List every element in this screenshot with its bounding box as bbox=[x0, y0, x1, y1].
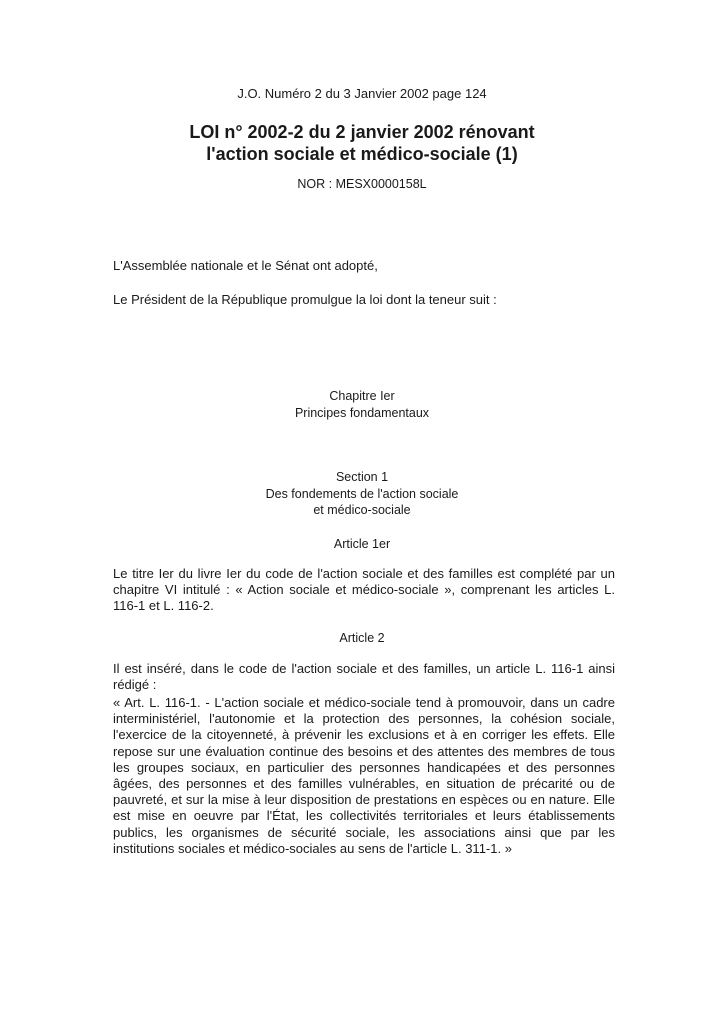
journal-officiel-reference: J.O. Numéro 2 du 3 Janvier 2002 page 124 bbox=[237, 86, 487, 101]
law-title bbox=[0, 121, 724, 165]
article-1-heading: Article 1er bbox=[333, 537, 391, 551]
law-title-line-1: LOI n° 2002-2 du 2 janvier 2002 rénovant bbox=[189, 122, 535, 142]
section-label: Section 1 bbox=[335, 470, 389, 484]
article-1-text: Le titre Ier du livre Ier du code de l'action sociale et des familles est complété par un chapitre VI intitulé : « Action sociale et médico-sociale », comprenant les articles L. 116-1 et L. 116-2. bbox=[113, 566, 615, 614]
chapter-label: Chapitre Ier bbox=[329, 389, 395, 403]
chapter-name: Principes fondamentaux bbox=[294, 405, 430, 420]
article-2-heading: Article 2 bbox=[339, 631, 385, 645]
article-2-intro: Il est inséré, dans le code de l'action sociale et des familles, un article L. 116-1 ainsi rédigé : bbox=[113, 661, 615, 693]
adoption-statement: L'Assemblée nationale et le Sénat ont adopté, bbox=[113, 258, 378, 273]
section-heading bbox=[0, 469, 724, 519]
nor-reference: NOR : MESX0000158L bbox=[297, 177, 427, 191]
chapter-heading bbox=[0, 388, 724, 421]
article-2-text: « Art. L. 116-1. - L'action sociale et médico-sociale tend à promouvoir, dans un cadre interministériel, l'autonomie et la protection des personnes, la cohésion sociale, l'exercice de la citoyenneté, à prévenir les exclusions et à en corriger les effets. Elle repose sur une évaluation continue des besoins et des attentes des membres de tous les groupes sociaux, en particulier des personnes handicapées et des personnes âgées, des personnes et des familles vulnérables, en situation de précarité ou de pauvreté, et sur la mise à leur disposition de prestations en espèces ou en nature. Elle est mise en oeuvre par l'État, les collectivités territoriales et leurs établissements publics, les organismes de sécurité sociale, les associations ainsi que par les institutions sociales et médico-sociales au sens de l'article L. 311-1. » bbox=[113, 695, 615, 856]
promulgation-statement: Le Président de la République promulgue la loi dont la teneur suit : bbox=[113, 292, 497, 307]
law-title-line-2: l'action sociale et médico-sociale (1) bbox=[206, 144, 518, 164]
section-name-line-2: et médico-sociale bbox=[313, 503, 411, 517]
section-name-line-1: Des fondements de l'action sociale bbox=[265, 486, 459, 501]
